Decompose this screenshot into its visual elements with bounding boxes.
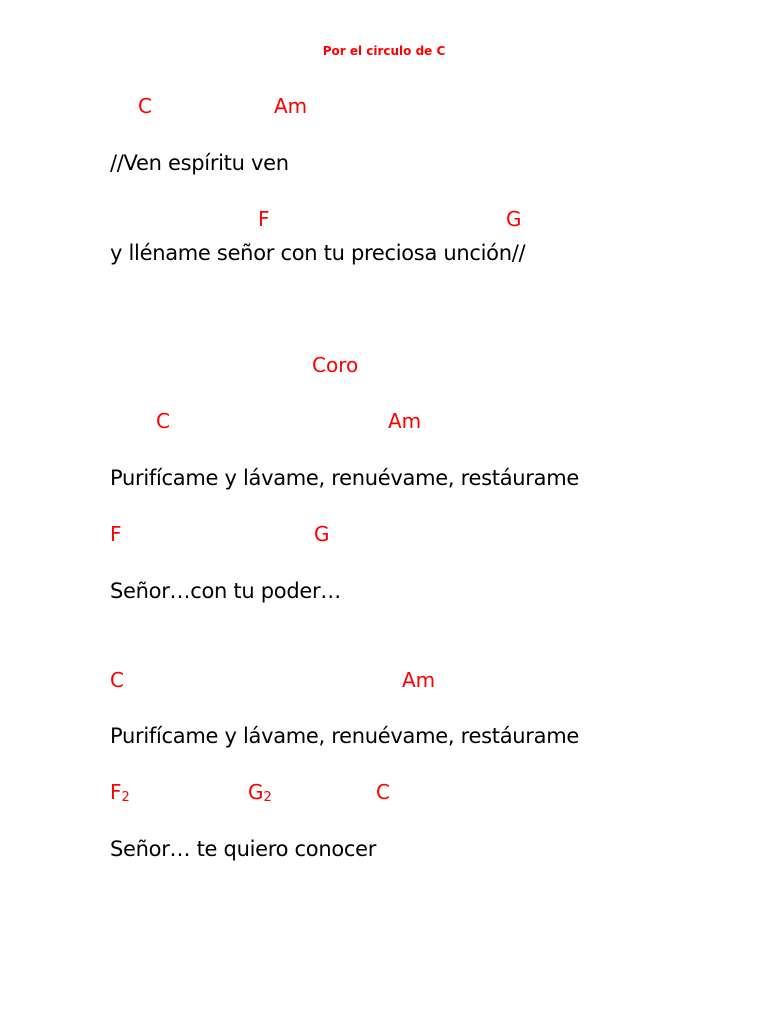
chord: G (506, 207, 522, 231)
chord-suffix: 2 (263, 790, 272, 805)
chord (376, 780, 390, 808)
lyric-line: y lléname señor con tu preciosa unción// (110, 241, 526, 265)
chord: F (258, 207, 270, 231)
chord (110, 780, 130, 808)
chord (248, 780, 272, 808)
chord-root: G (248, 780, 264, 804)
lyric-line: //Ven espíritu ven (110, 151, 289, 175)
chord-root: C (376, 780, 390, 804)
chord: C (156, 409, 170, 433)
chord: F (110, 522, 122, 546)
song-title: Por el circulo de C (322, 44, 446, 58)
chord: C (138, 94, 152, 118)
lyric-line: Señor… te quiero conocer (110, 837, 377, 861)
chorus-label: Coro (312, 353, 359, 377)
chord: Am (388, 409, 422, 433)
lyric-line: Purifícame y lávame, renuévame, restáurame (110, 466, 579, 490)
chord-root: F (110, 780, 122, 804)
chord-suffix: 2 (121, 790, 130, 805)
chord: C (110, 668, 124, 692)
lyric-line: Señor…con tu poder… (110, 579, 342, 603)
chord: Am (274, 94, 308, 118)
lyric-line: Purifícame y lávame, renuévame, restáurame (110, 724, 579, 748)
chord: Am (402, 668, 436, 692)
chord: G (314, 522, 330, 546)
